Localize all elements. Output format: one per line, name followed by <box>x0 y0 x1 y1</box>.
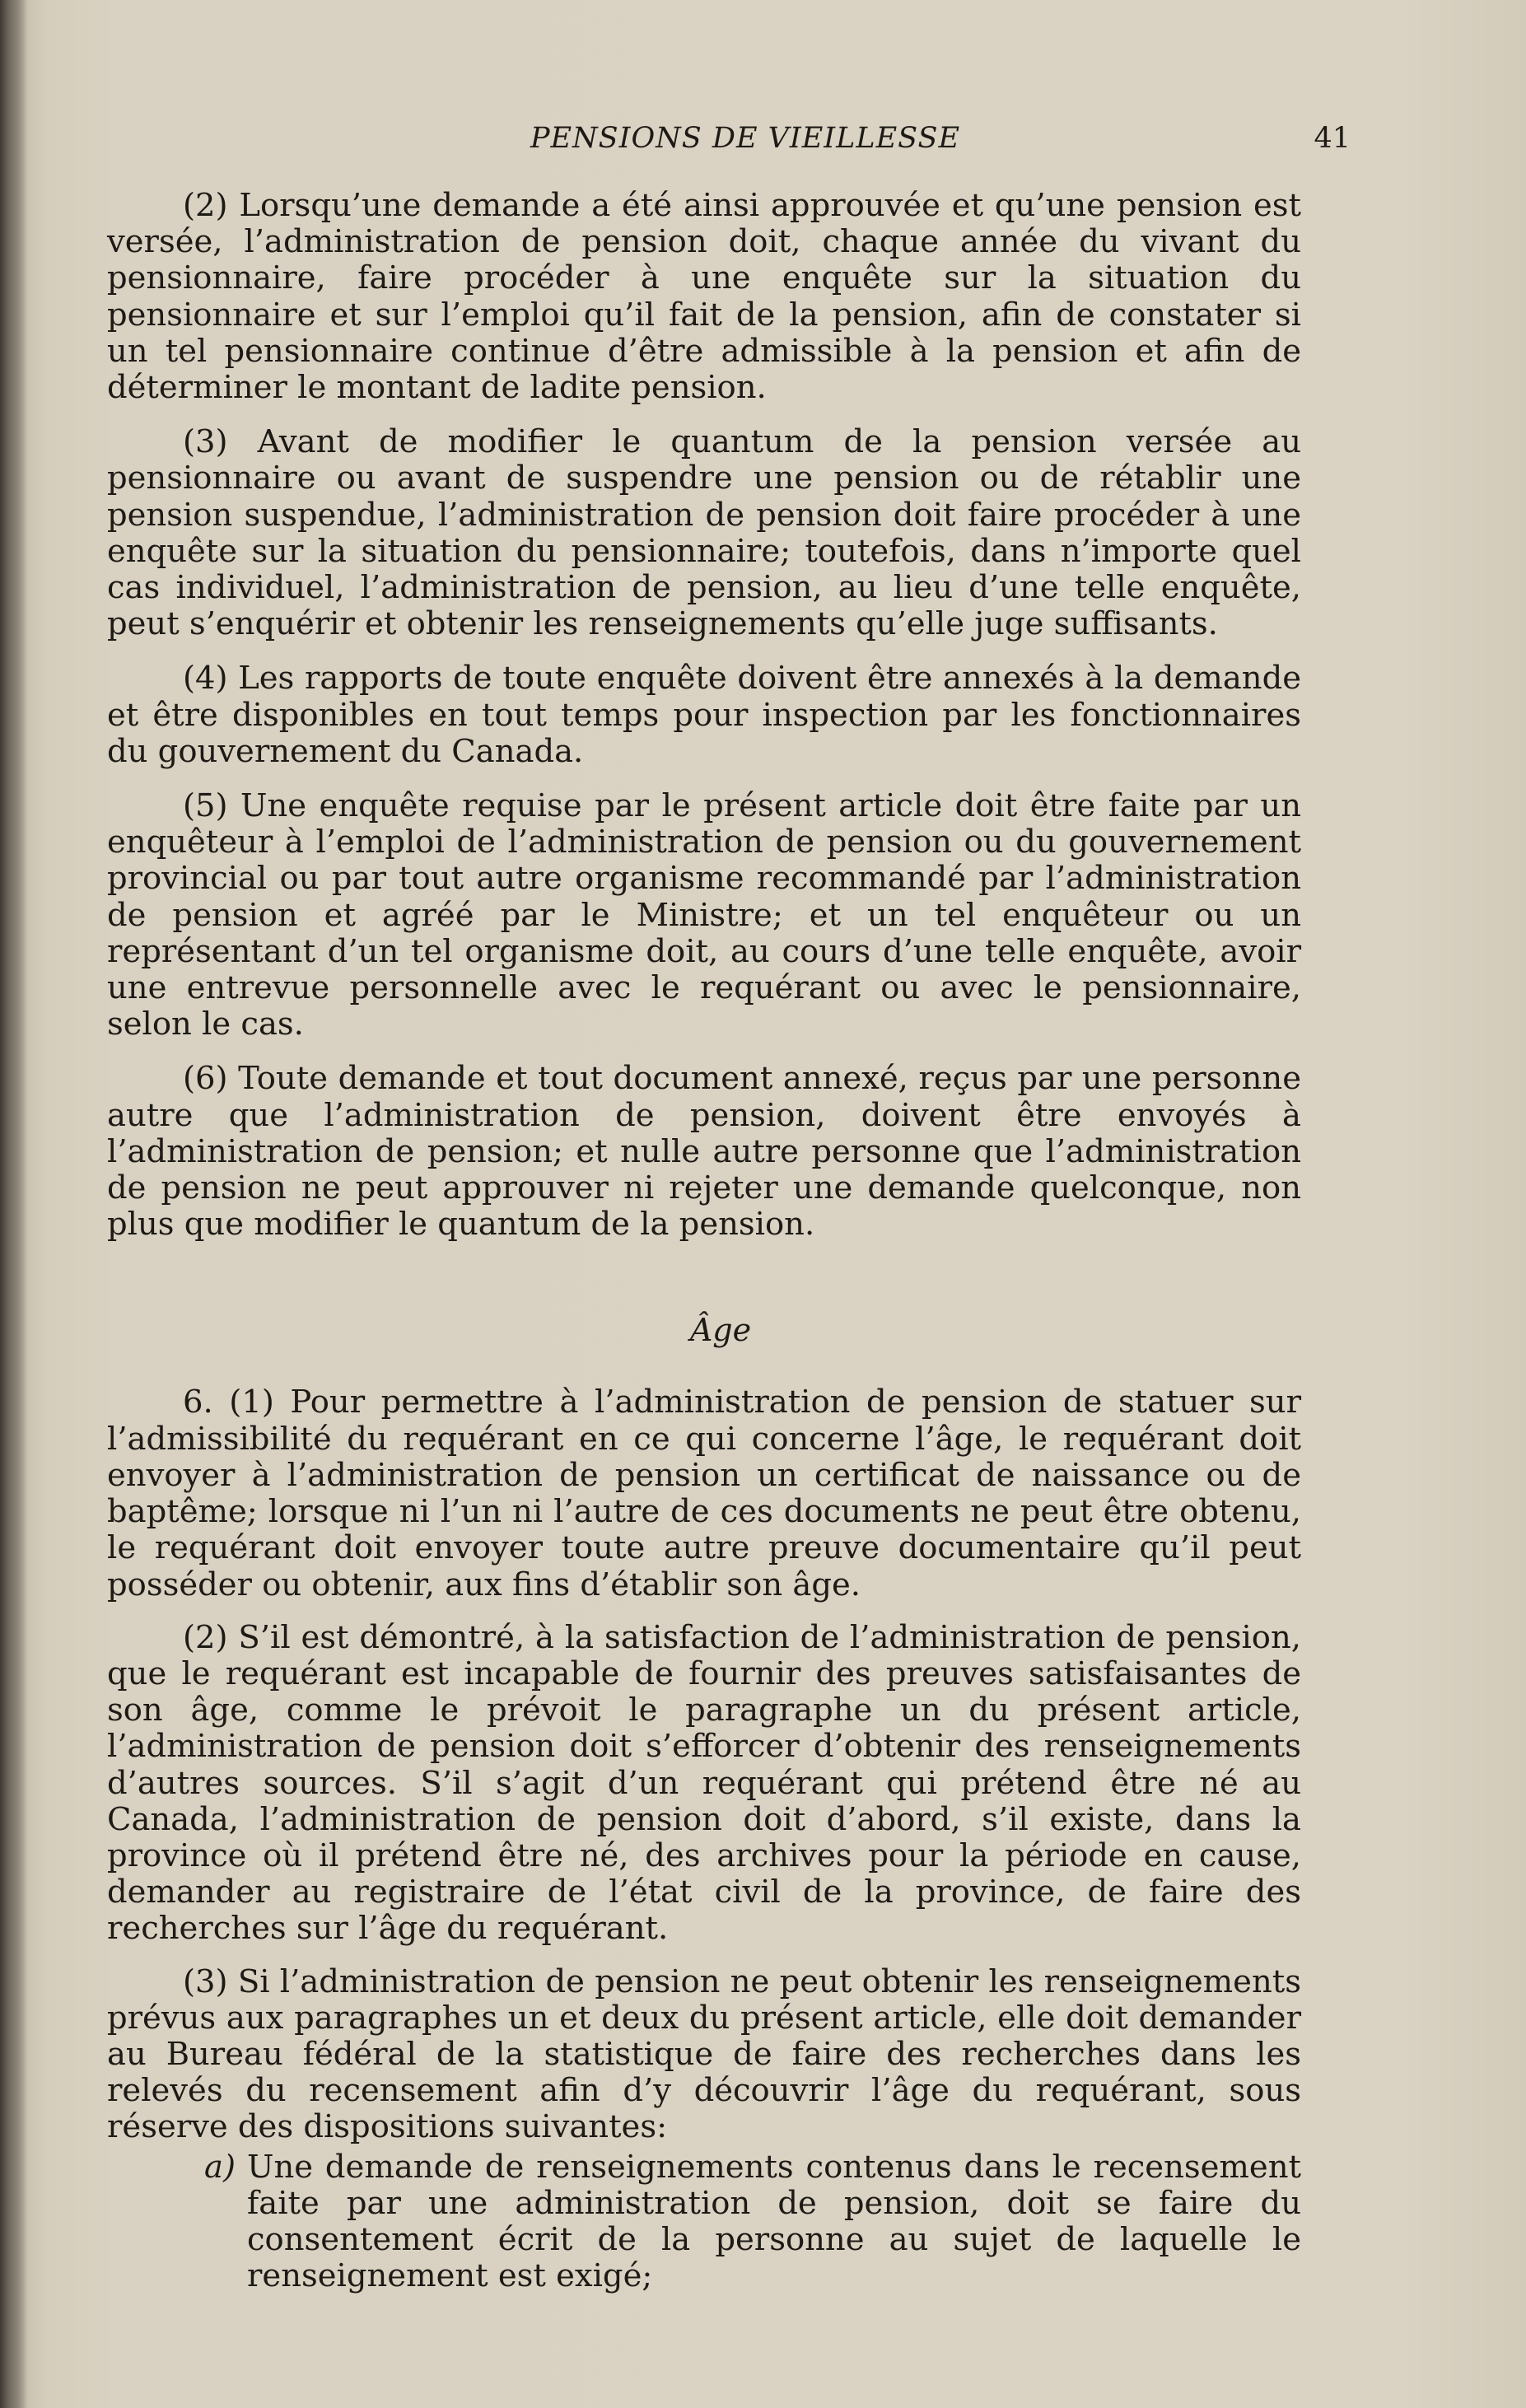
paragraph-2: (2) Lorsqu’une demande a été ainsi approuvée et qu’une pension est versée, l’administration de pension doit, chaque année du vivant du pensionnaire, faire procéder à une enquête sur la situation du pensionnaire et sur l’emploi qu’il fait de la pension, afin de constater si un tel pensionnaire continue d’être admissible à la pension et afin de déterminer le montant de ladite pension. <box>107 187 1301 407</box>
paragraph-3: (3) Avant de modifier le quantum de la pension versée au pensionnaire ou avant de suspendre une pension ou de rétablir une pension suspendue, l’administration de pension doit faire procéder à une enquête sur la situation du pensionnaire; toutefois, dans n’importe quel cas individuel, l’administration de pension, au lieu d’une telle enquête, peut s’enquérir et obtenir les renseignements qu’elle juge suffisants. <box>107 423 1301 643</box>
running-title: PENSIONS DE VIEILLESSE <box>530 122 961 155</box>
list-item-text: Une demande de renseignements contenus dans le recensement faite par une administration de pension, doit se faire du consentement écrit de la personne au sujet de laquelle le renseignement est exigé; <box>247 2148 1301 2295</box>
section-heading-age: Âge <box>689 1312 752 1349</box>
paragraph-5: (5) Une enquête requise par le présent article doit être faite par un enquêteur à l’emploi de l’administration de pension ou du gouvernement provincial ou par tout autre organisme recommandé par l’administration de pension et agréé par le Ministre; et un tel enquêteur ou un représentant d’un tel organisme doit, au cours d’une telle enquête, avoir une entrevue personnelle avec le requérant ou avec le pensionnaire, selon le cas. <box>107 787 1301 1043</box>
paragraph-6-2: (2) S’il est démontré, à la satisfaction de l’administration de pension, que le requérant est incapable de fournir des preuves satisfaisantes de son âge, comme le prévoit le paragraphe un du présent article, l’administration de pension doit s’efforcer d’obtenir des renseignements d’autres sources. S’il s’agit d’un requérant qui prétend être né au Canada, l’administration de pension doit d’abord, s’il existe, dans la province où il prétend être né, des archives pour la période en cause, demander au registraire de l’état civil de la province, de faire des recherches sur l’âge du requérant. <box>107 1618 1301 1948</box>
book-binding-edge <box>0 0 28 2408</box>
paragraph-6: (6) Toute demande et tout document annexé, reçus par une personne autre que l’administration de pension, doivent être envoyés à l’administration de pension; et nulle autre personne que l’administration de pension ne peut approuver ni rejeter une demande quelconque, non plus que modifier le quantum de la pension. <box>107 1060 1301 1244</box>
paragraph-4: (4) Les rapports de toute enquête doivent être annexés à la demande et être disponibles en tout temps pour inspection par les fonctionnaires du gouvernement du Canada. <box>107 660 1301 770</box>
list-marker: a) <box>204 2148 236 2186</box>
page-number: 41 <box>1314 122 1351 155</box>
list-item-a <box>107 2149 1301 2295</box>
paragraph-6-3: (3) Si l’administration de pension ne peut obtenir les renseignements prévus aux paragraphes un et deux du présent article, elle doit demander au Bureau fédéral de la statistique de faire des recherches dans les relevés du recensement afin d’y découvrir l’âge du requérant, sous réserve des dispositions suivantes: <box>107 1962 1301 2146</box>
paragraph-6-1: 6. (1) Pour permettre à l’administration de pension de statuer sur l’admissibilité du requérant en ce qui concerne l’âge, le requérant doit envoyer à l’administration de pension un certificat de naissance ou de baptême; lorsque ni l’un ni l’autre de ces documents ne peut être obtenu, le requérant doit envoyer toute autre preuve documentaire qu’il peut posséder ou obtenir, aux fins d’établir son âge. <box>107 1384 1301 1603</box>
page-header <box>107 114 1351 163</box>
body-text <box>107 188 1301 2294</box>
